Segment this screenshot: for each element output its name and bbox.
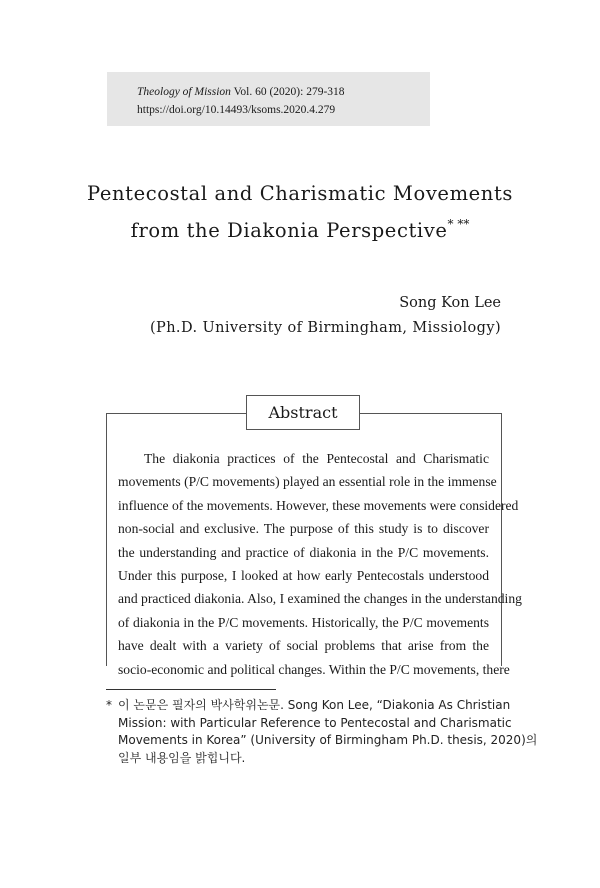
abstract-line: movements (P/C movements) played an essential role in the immense xyxy=(118,474,497,490)
journal-name: Theology of Mission xyxy=(137,86,231,98)
footnote-mark: * xyxy=(106,698,112,712)
abstract-line: have dealt with a variety of social problems that arise from the xyxy=(118,638,489,654)
footnote-divider xyxy=(106,689,276,690)
footnote xyxy=(106,697,538,767)
abstract-line: socio-economic and political changes. Within the P/C movements, there xyxy=(118,661,510,677)
abstract-line: the understanding and practice of diakonia in the P/C movements. xyxy=(118,544,489,560)
abstract-body xyxy=(118,447,522,677)
footnote-line: 이 논문은 필자의 박사학위논문. Song Kon Lee, “Diakonia As Christian xyxy=(118,698,511,712)
author-name: Song Kon Lee xyxy=(399,295,501,311)
journal-citation-line xyxy=(137,83,430,101)
author-affiliation: (Ph.D. University of Birmingham, Missiology) xyxy=(149,320,501,336)
journal-volume: Vol. 60 (2020): 279-318 xyxy=(230,86,345,98)
footnote-line: 일부 내용임을 밝힙니다. xyxy=(118,750,246,765)
title-line-2-text: from the Diakonia Perspective xyxy=(130,219,448,242)
abstract-line: influence of the movements. However, these movements were considered xyxy=(118,497,519,513)
abstract-line: Under this purpose, I looked at how early Pentecostals understood xyxy=(118,567,489,583)
abstract-heading: Abstract xyxy=(246,395,360,430)
title-line-1: Pentecostal and Charismatic Movements xyxy=(86,182,514,205)
footnote-marks[interactable]: * ** xyxy=(447,217,470,231)
abstract-line: The diakonia practices of the Pentecostal and Charismatic xyxy=(144,451,489,466)
footnote-line: Movements in Korea” (University of Birmingham Ph.D. thesis, 2020)의 xyxy=(118,733,538,747)
title-line-2 xyxy=(0,209,600,246)
journal-citation-box xyxy=(107,72,430,126)
abstract-line: of diakonia in the P/C movements. Historically, the P/C movements xyxy=(118,614,489,630)
footnote-line: Mission: with Particular Reference to Pentecostal and Charismatic xyxy=(118,715,512,730)
doi-link[interactable]: https://doi.org/10.14493/ksoms.2020.4.279 xyxy=(137,104,336,116)
abstract-line: and practiced diakonia. Also, I examined the changes in the understanding xyxy=(118,591,522,607)
paper-title xyxy=(0,179,600,246)
abstract-line: non-social and exclusive. The purpose of this study is to discover xyxy=(118,521,489,537)
